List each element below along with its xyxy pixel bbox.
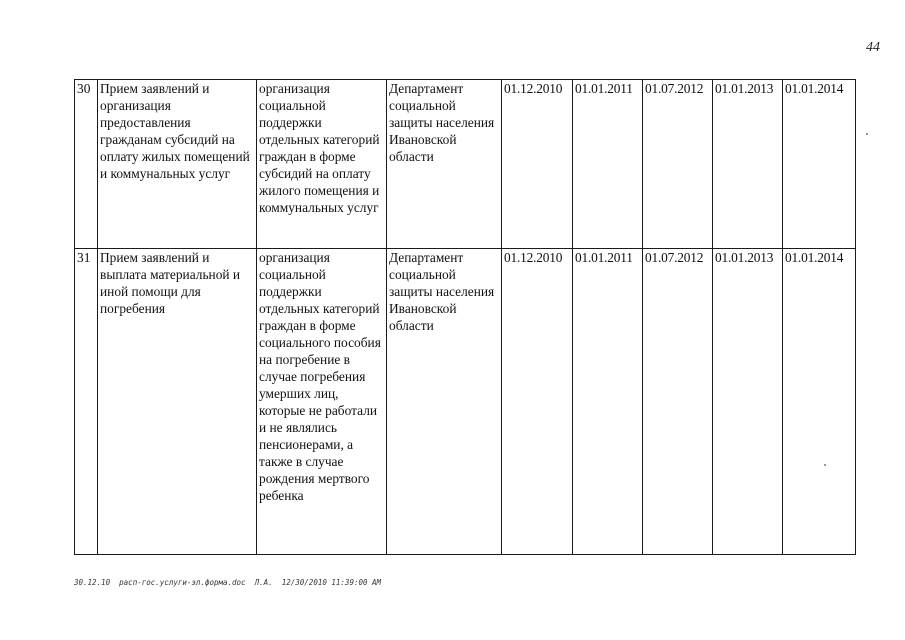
page-number: 44 — [866, 40, 880, 55]
service-name: Прием заявлений и организация предоставления гражданам субсидий на оплату жилых помещений и коммунальных услуг — [98, 80, 257, 249]
function-description: организация социальной поддержки отдельных категорий граждан в форме социального пособия на погребение в случае погребения умерших лиц, которые не работали и не являлись пенсионерами, а также в случае рождения мертвого ребенка — [257, 249, 387, 555]
stage-2-date: 01.01.2011 — [573, 249, 643, 555]
row-number: 31 — [75, 249, 98, 555]
document-footer: 30.12.10 расп-гос.услуги-эл.форма.doc Л.А. 12/30/2010 11:39:00 AM — [74, 578, 382, 587]
stage-2-date: 01.01.2011 — [573, 80, 643, 249]
scan-speck — [866, 133, 868, 135]
function-description: организация социальной поддержки отдельных категорий граждан в форме субсидий на оплату жилого помещения и коммунальных услуг — [257, 80, 387, 249]
stage-1-date: 01.12.2010 — [502, 249, 573, 555]
row-number: 30 — [75, 80, 98, 249]
stage-3-date: 01.07.2012 — [643, 80, 713, 249]
scan-speck — [824, 464, 826, 466]
stage-5-date: 01.01.2014 — [783, 249, 856, 555]
table-row — [75, 249, 856, 555]
responsible-agency: Департамент социальной защиты населения Ивановской области — [387, 80, 502, 249]
stage-5-date: 01.01.2014 — [783, 80, 856, 249]
stage-4-date: 01.01.2013 — [713, 80, 783, 249]
stage-4-date: 01.01.2013 — [713, 249, 783, 555]
services-table — [74, 79, 856, 555]
service-name: Прием заявлений и выплата материальной и иной помощи для погребения — [98, 249, 257, 555]
stage-3-date: 01.07.2012 — [643, 249, 713, 555]
responsible-agency: Департамент социальной защиты населения Ивановской области — [387, 249, 502, 555]
table-row — [75, 80, 856, 249]
stage-1-date: 01.12.2010 — [502, 80, 573, 249]
